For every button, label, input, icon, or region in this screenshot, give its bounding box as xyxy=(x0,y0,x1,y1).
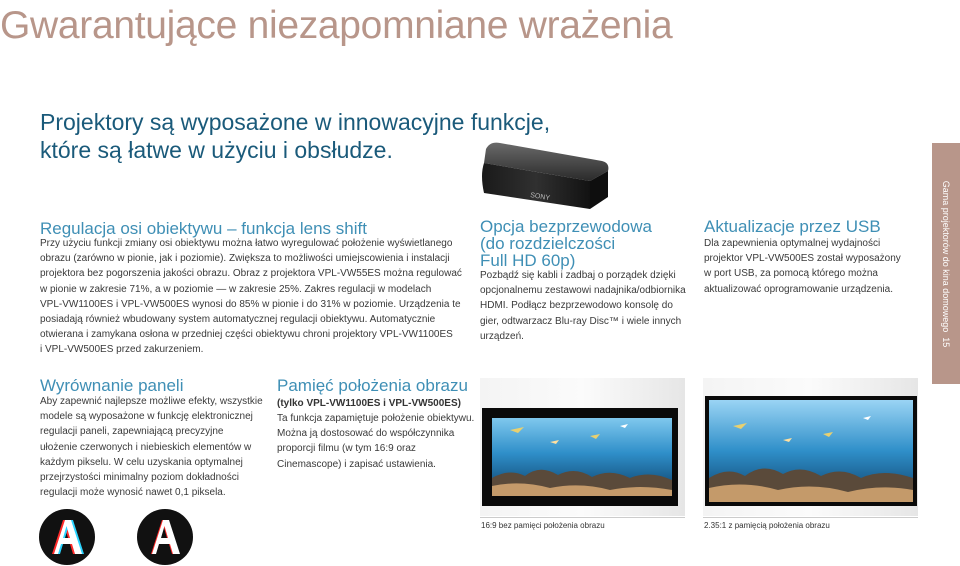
page-title: Gwarantujące niezapomniane wrażenia xyxy=(0,4,673,47)
memory-heading: Pamięć położenia obrazu xyxy=(277,376,468,395)
text-line: Przy użyciu funkcji zmiany osi obiektywu można łatwo wyregulować położenie wyświetlanego xyxy=(40,238,453,249)
screen-photo-2-35 xyxy=(703,378,918,516)
memory-subheading: (tylko VPL-VW1100ES i VPL-VW500ES) xyxy=(277,398,461,409)
caption-divider xyxy=(703,517,918,518)
text-line: w pionie w zakresie 71%, a w poziomie — w zakresie 25%. Zakres regulacji w modelach xyxy=(40,283,432,295)
text-line: gier, odtwarzacz Blu-ray Disc™ i wiele innych xyxy=(480,315,682,327)
text-line: proporcji filmu (w tym 16:9 oraz xyxy=(277,443,416,455)
text-line: modele są wyposażone w funkcję elektronicznej xyxy=(40,411,253,423)
text-line: Ta funkcja zapamiętuje położenie obiektywu. xyxy=(277,413,475,424)
heading-line: (do rozdzielczości xyxy=(480,234,616,253)
lens-shift-heading: Regulacja osi obiektywu – funkcja lens shift xyxy=(40,219,367,238)
caption-2-35: 2.35:1 z pamięcią położenia obrazu xyxy=(704,521,830,530)
text-line: ułożenie czerwonych i niebieskich elementów w xyxy=(40,441,252,453)
text-line: HDMI. Podłącz bezprzewodowo konsolę do xyxy=(480,300,673,312)
text-line: Można ją dostosować do współczynnika xyxy=(277,428,455,440)
text-line: otwierana i zamykana osłona w przedniej części obiektywu chroni projektory VPL-VW1100ES xyxy=(40,329,453,341)
caption-16-9: 16:9 bez pamięci położenia obrazu xyxy=(481,521,605,530)
device-brand-label: SONY xyxy=(529,192,551,203)
text-line: projektor VPL-VW500ES został wyposażony xyxy=(704,253,901,265)
text-line: Pozbądź się kabli i zadbaj o porządek dzięki xyxy=(480,270,676,281)
text-line: i VPL-VW500ES przed zakurzeniem. xyxy=(40,344,204,356)
panel-heading: Wyrównanie paneli xyxy=(40,376,184,395)
page-number: 15 xyxy=(941,336,951,347)
screen-photo-16-9 xyxy=(480,378,685,516)
wireless-heading xyxy=(480,218,652,269)
sidebar-section-text: Gama projektorów do kina domowego xyxy=(941,180,951,332)
text-line: w port USB, za pomocą którego można xyxy=(704,268,878,280)
intro-line: Projektory są wyposażone w innowacyjne funkcje, xyxy=(40,109,551,135)
text-line: przejrzystości minimalny poziom dokładności xyxy=(40,472,239,484)
intro-line: które są łatwe w użyciu i obsłudze. xyxy=(40,137,393,163)
text-line: Cinemascope) i zapisać ustawienia. xyxy=(277,458,436,470)
panel-alignment-off-icon xyxy=(38,508,96,566)
heading-line: Opcja bezprzewodowa xyxy=(480,217,652,236)
usb-text xyxy=(704,236,901,297)
sidebar-label xyxy=(941,180,951,347)
text-line: VPL-VW1100ES i VPL-VW500ES wynosi do 85% w pionie i do 31% w poziomie. Urządzenia te xyxy=(40,298,461,310)
usb-heading: Aktualizacje przez USB xyxy=(704,217,881,236)
wireless-transmitter-image xyxy=(470,135,620,215)
text-line: regulacji paneli, zapewniającą precyzyjne xyxy=(40,426,224,438)
text-line: każdym pikselu. W celu uzyskania optymalnej xyxy=(40,456,243,468)
text-line: obrazu (zarówno w pionie, jak i poziomie). Zwiększa to możliwości umiejscowienia i instalacji xyxy=(40,253,450,265)
text-line: regulacji może wynosić nawet 0,1 piksela. xyxy=(40,487,226,499)
text-line: Aby zapewnić najlepsze możliwe efekty, wszystkie xyxy=(40,396,263,407)
text-line: posiadają również wbudowany system automatycznej regulacji obiektywu. Automatycznie xyxy=(40,314,436,326)
caption-divider xyxy=(480,517,685,518)
text-line: opcjonalnemu zestawowi nadajnika/odbiornika xyxy=(480,285,686,297)
text-line: urządzeń. xyxy=(480,330,524,342)
sidebar-tab xyxy=(932,143,960,384)
text-line: aktualizować oprogramowanie urządzenia. xyxy=(704,283,893,295)
lens-shift-text xyxy=(40,236,462,358)
heading-line: Full HD 60p) xyxy=(480,251,576,270)
panel-alignment-on-icon xyxy=(136,508,194,566)
text-line: Dla zapewnienia optymalnej wydajności xyxy=(704,238,881,249)
memory-text xyxy=(277,411,474,472)
wireless-text xyxy=(480,268,686,344)
text-line: projektora bez pogorszenia jakości obrazu. Obraz z projektora VPL-VW55ES można regulować xyxy=(40,268,462,280)
panel-text xyxy=(40,394,263,500)
